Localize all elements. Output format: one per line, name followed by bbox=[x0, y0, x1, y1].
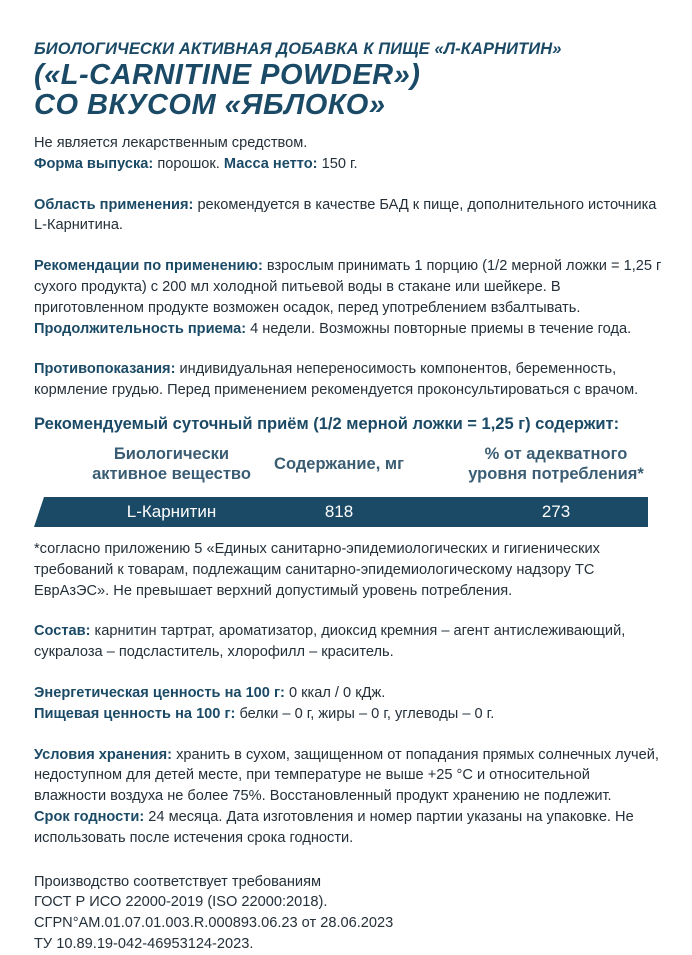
production-line-1: Производство соответствует требованиям bbox=[34, 873, 321, 890]
energy-value: 0 ккал / 0 кДж. bbox=[284, 684, 386, 701]
product-flavor-title: СО ВКУСОМ «ЯБЛОКО» bbox=[34, 89, 386, 121]
col-percent-header-line1: % от адекватного bbox=[484, 444, 628, 463]
col-substance-header bbox=[74, 444, 269, 484]
daily-intake-heading: Рекомендуемый суточный приём (1/2 мерной ложки = 1,25 г) содержит: bbox=[34, 414, 620, 433]
composition-block bbox=[34, 621, 662, 663]
usage-block bbox=[34, 256, 662, 339]
nutrition-block bbox=[34, 683, 662, 725]
mass-label: Масса нетто: bbox=[223, 155, 318, 172]
production-line-3: СГРN°AM.01.07.01.003.R.000893.06.23 от 28.06.2023 bbox=[34, 915, 394, 932]
duration-value: 4 недели. Возможны повторные приемы в течение года. bbox=[246, 320, 632, 337]
shelf-life-label: Срок годности: bbox=[34, 808, 145, 825]
shelf-life-value: 24 месяца. Дата изготовления и номер партии указаны на упаковке. Не использовать после истечения срока годности. bbox=[34, 808, 634, 846]
storage-value: хранить в сухом, защищенном от попадания прямых солнечных лучей, недоступном для детей месте, при температуре не выше +25 °С и относительной влажности воздуха не более 75%. Восстановленный продукт хранению не подлежит. bbox=[34, 746, 659, 805]
intro-block bbox=[34, 133, 662, 175]
form-mass-line bbox=[34, 154, 662, 175]
area-value: рекомендуется в качестве БАД к пище, дополнительного источника L-Карнитина. bbox=[34, 196, 657, 234]
daily-table-row bbox=[34, 497, 662, 527]
product-name-title: («L-CARNITINE POWDER») bbox=[34, 59, 421, 91]
recommendations-paragraph bbox=[34, 256, 662, 318]
area-label: Область применения: bbox=[34, 196, 194, 213]
shelf-life-paragraph bbox=[34, 807, 662, 849]
not-medicine-note: Не является лекарственным средством. bbox=[34, 135, 308, 151]
composition-value: карнитин тартрат, ароматизатор, диоксид кремния – агент антислеживающий, сукралоза – подсластитель, хлорофилл – краситель. bbox=[34, 623, 626, 661]
food-value-value: белки – 0 г, жиры – 0 г, углеводы – 0 г. bbox=[235, 705, 495, 722]
label-page bbox=[34, 38, 662, 955]
col-substance-header-line1: Биологически bbox=[113, 444, 230, 463]
contraindications-block bbox=[34, 359, 662, 401]
storage-block bbox=[34, 745, 662, 849]
energy-label: Энергетическая ценность на 100 г: bbox=[34, 684, 285, 701]
recommendations-label: Рекомендации по применению: bbox=[34, 258, 263, 275]
energy-line bbox=[34, 683, 662, 704]
contraindications-label: Противопоказания: bbox=[34, 361, 176, 378]
row-percent: 273 bbox=[541, 501, 571, 521]
form-label: Форма выпуска: bbox=[34, 155, 154, 172]
composition-label: Состав: bbox=[34, 623, 91, 640]
area-block bbox=[34, 195, 662, 237]
row-content: 818 bbox=[324, 501, 354, 521]
production-block bbox=[34, 872, 662, 955]
recommendations-value: взрослым принимать 1 порцию (1/2 мерной ложки = 1,25 г сухого продукта) с 200 мл холодной питьевой воды в стакане или шейкере. В приготовленном продукте возможен осадок, перед употреблением взбалтывать. bbox=[34, 258, 662, 316]
col-content-header: Содержание, мг bbox=[274, 454, 404, 473]
form-value: порошок. bbox=[153, 155, 224, 172]
food-value-label: Пищевая ценность на 100 г: bbox=[34, 705, 236, 722]
col-percent-header-line2: уровня потребления* bbox=[468, 464, 644, 483]
duration-paragraph bbox=[34, 319, 662, 340]
contraindications-value: индивидуальная непереносимость компонентов, беременность, кормление грудью. Перед применением рекомендуется проконсультироваться с врачом. bbox=[34, 361, 639, 399]
production-line-4: ТУ 10.89.19-042-46953124-2023. bbox=[34, 935, 254, 952]
food-value-line bbox=[34, 704, 662, 725]
production-line-2: ГОСТ Р ИСО 22000-2019 (ISO 22000:2018). bbox=[34, 894, 328, 911]
row-substance: L-Карнитин bbox=[126, 501, 217, 521]
storage-paragraph bbox=[34, 745, 662, 807]
col-percent-header bbox=[446, 444, 666, 484]
product-type-title: БИОЛОГИЧЕСКИ АКТИВНАЯ ДОБАВКА К ПИЩЕ «Л-КАРНИТИН» bbox=[34, 40, 562, 58]
daily-table-header bbox=[34, 444, 662, 492]
storage-label: Условия хранения: bbox=[34, 746, 173, 763]
duration-label: Продолжительность приема: bbox=[34, 320, 247, 337]
mass-value: 150 г. bbox=[317, 155, 358, 172]
col-substance-header-line2: активное вещество bbox=[92, 464, 251, 483]
footnote: *согласно приложению 5 «Единых санитарно-эпидемиологических и гигиенических требований к товарам, подлежащим санитарно-эпидемиологическому надзору ТС ЕврАзЭС». Не превышает верхний допустимый уровень потребления. bbox=[34, 540, 600, 599]
